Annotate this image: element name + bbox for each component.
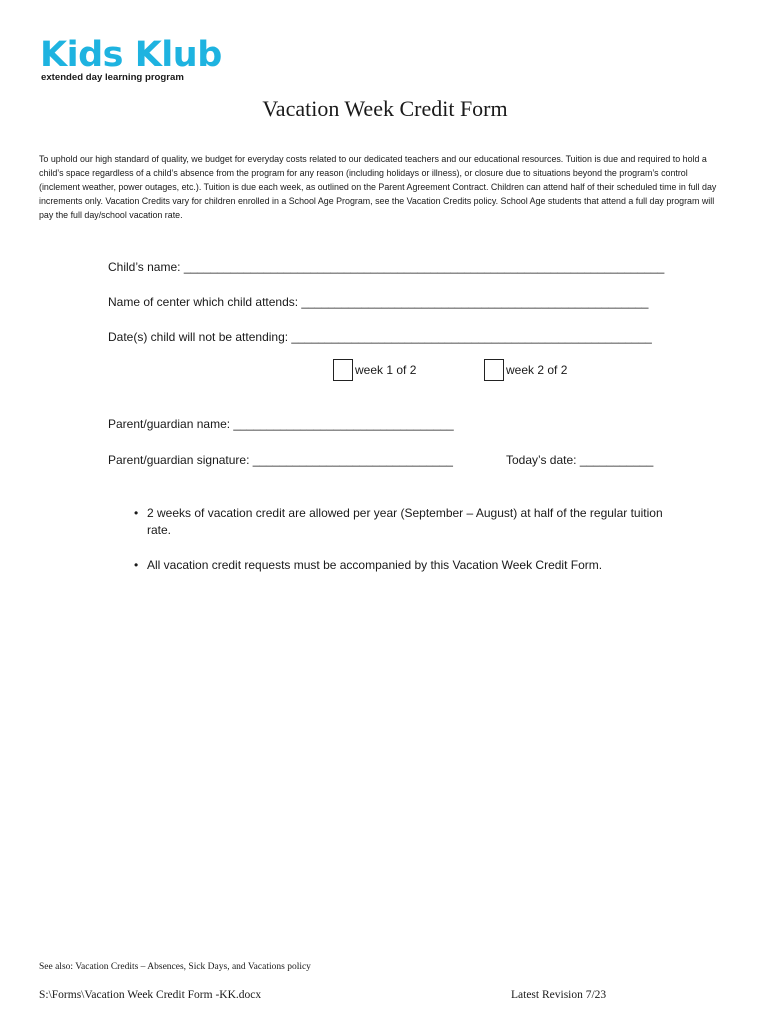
logo-title: Kids Klub — [40, 35, 222, 75]
intro-paragraph: To uphold our high standard of quality, we budget for everyday costs related to our dedicated teachers and our educational resources. Tuition is due and required to hold a child’s space regardless of a child’s absence from the program for any reason (including holidays or illness), or closure due to situations beyond the program’s control (inclement weather, power outages, etc.). Tuition is due each week, as outlined on the Parent Agreement Contract. Children can attend half of their scheduled time in full day increments only. Vacation Credits vary for children enrolled in a School Age Program, see the Vacation Credits policy. School Age students that attend a full day program will pay the full day/school vacation rate. — [39, 154, 717, 220]
parent-signature-field[interactable]: Parent/guardian signature: ______________________________ — [108, 453, 453, 467]
todays-date-field[interactable]: Today’s date: ___________ — [506, 453, 654, 467]
list-item — [134, 557, 674, 574]
see-also-note: See also: Vacation Credits – Absences, Sick Days, and Vacations policy — [39, 962, 311, 972]
dates-field[interactable]: Date(s) child will not be attending: ______________________________________________________ — [108, 330, 652, 344]
logo-subtitle: extended day learning program — [41, 72, 184, 83]
kids-klub-logo — [40, 35, 222, 83]
bullet-text: 2 weeks of vacation credit are allowed per year (September – August) at half of the regular tuition rate. — [147, 506, 663, 537]
center-name-field[interactable]: Name of center which child attends: ____________________________________________________ — [108, 295, 649, 309]
bullet-icon: • — [134, 558, 139, 572]
week-1-option[interactable] — [333, 358, 416, 382]
form-title: Vacation Week Credit Form — [262, 96, 508, 121]
week-2-checkbox[interactable] — [484, 359, 504, 381]
bullet-icon: • — [134, 506, 139, 520]
policy-bullets — [134, 505, 674, 592]
child-name-field[interactable]: Child’s name: ________________________________________________________________________ — [108, 260, 665, 274]
week-1-label: week 1 of 2 — [355, 363, 417, 377]
revision-label: Latest Revision 7/23 — [511, 989, 607, 1001]
parent-name-field[interactable]: Parent/guardian name: _________________________________ — [108, 417, 454, 431]
week-2-label: week 2 of 2 — [506, 363, 568, 377]
list-item — [134, 505, 674, 539]
week-1-checkbox[interactable] — [333, 359, 353, 381]
file-path: S:\Forms\Vacation Week Credit Form -KK.docx — [39, 989, 262, 1001]
bullet-text: All vacation credit requests must be accompanied by this Vacation Week Credit Form. — [147, 558, 603, 572]
week-2-option[interactable] — [484, 358, 567, 382]
